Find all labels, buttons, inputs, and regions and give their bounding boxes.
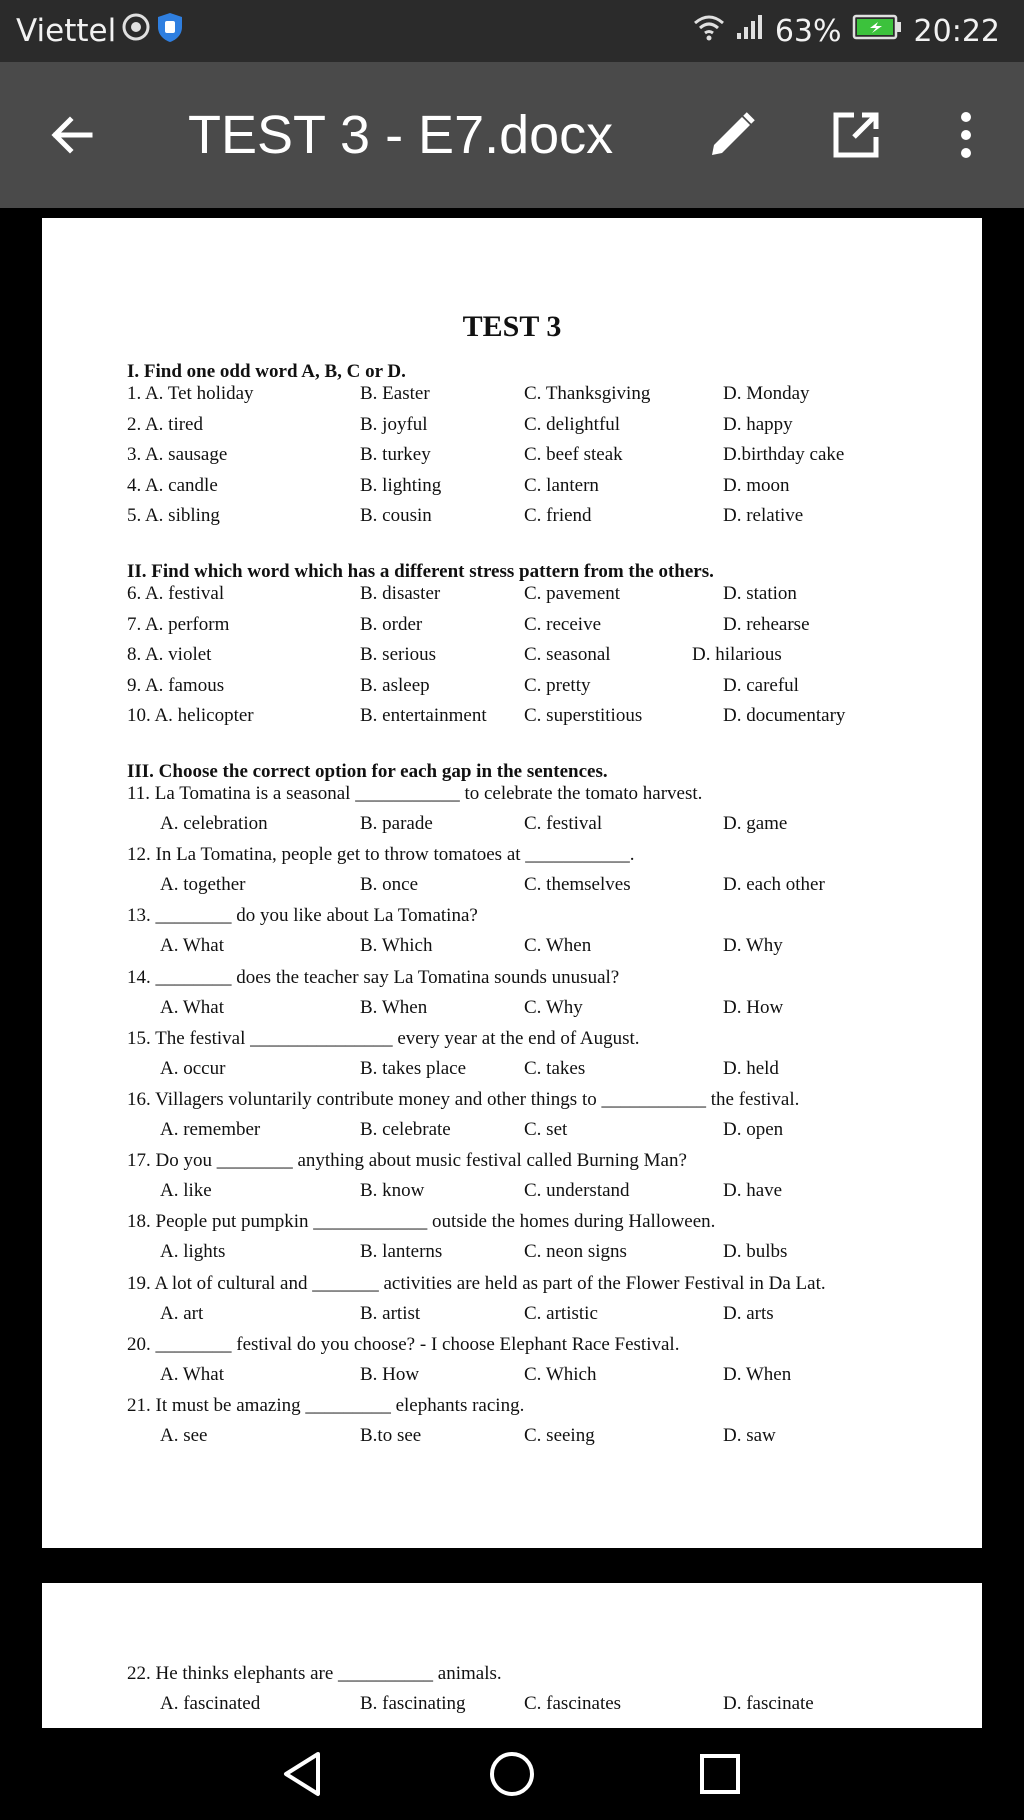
question-row	[42, 675, 982, 703]
arrow-left-icon[interactable]	[40, 103, 104, 167]
question-row	[42, 1211, 982, 1239]
answer-option: D. bulbs	[723, 1241, 788, 1263]
answer-option: D. documentary	[723, 705, 846, 727]
question-row	[42, 1334, 982, 1362]
answer-option: D. rehearse	[723, 613, 810, 635]
question-row	[42, 705, 982, 733]
answer-option: C. When	[524, 935, 592, 957]
options-row	[42, 813, 982, 841]
answer-option: D. How	[723, 996, 784, 1018]
answer-option: C. neon signs	[524, 1241, 627, 1263]
answer-option: C. friend	[524, 505, 592, 527]
answer-option: D. Monday	[723, 383, 810, 404]
question-row	[42, 844, 982, 872]
answer-option: C. Why	[524, 996, 583, 1018]
answer-option: 5. A. sibling	[127, 505, 220, 527]
answer-option: A. see	[160, 1425, 208, 1446]
answer-option: A. What	[160, 1363, 225, 1385]
pencil-icon[interactable]	[700, 103, 764, 167]
answer-option: A. together	[160, 874, 246, 896]
answer-option: D. relative	[723, 505, 804, 527]
answer-option: D. have	[723, 1180, 783, 1202]
answer-option: C. artistic	[524, 1302, 598, 1324]
answer-option: B. disaster	[360, 583, 441, 604]
answer-option: B.to see	[360, 1425, 422, 1446]
test-title: TEST 3	[462, 310, 562, 343]
answer-option: B. know	[360, 1180, 425, 1202]
document-title: TEST 3 - E7.docx	[188, 105, 614, 165]
answer-option: C. delightful	[524, 413, 621, 435]
answer-option: B. takes place	[360, 1057, 467, 1079]
section-heading: I. Find one odd word A, B, C or D.	[127, 361, 406, 382]
wifi-icon	[693, 13, 725, 49]
navigation-bar	[0, 1728, 1024, 1820]
options-row	[42, 1058, 982, 1086]
answer-option: A. lights	[160, 1241, 226, 1263]
options-row	[42, 1241, 982, 1269]
answer-option: 6. A. festival	[127, 583, 225, 604]
answer-option: B. entertainment	[360, 705, 487, 727]
options-row	[42, 874, 982, 902]
document-page-2	[42, 1583, 982, 1728]
question-row	[42, 905, 982, 933]
answer-option: A. What	[160, 996, 225, 1018]
answer-option: 9. A. famous	[127, 674, 225, 696]
answer-option: A. What	[160, 935, 225, 957]
answer-option: B. Easter	[360, 383, 430, 404]
question-text: 21. It must be amazing _________ elephants racing.	[127, 1395, 525, 1416]
app-bar	[0, 62, 1024, 208]
answer-option: C. seasonal	[524, 644, 611, 666]
answer-option: D. happy	[723, 413, 793, 435]
answer-option: B. How	[360, 1363, 420, 1385]
answer-option: B. lighting	[360, 474, 442, 496]
options-row	[42, 1303, 982, 1331]
answer-option: C. Which	[524, 1363, 597, 1385]
shield-icon	[156, 11, 184, 51]
question-row	[42, 475, 982, 503]
question-row	[42, 1028, 982, 1056]
answer-option: B. turkey	[360, 444, 431, 466]
answer-option: B. once	[360, 874, 419, 896]
question-row	[42, 644, 982, 672]
answer-option: 4. A. candle	[127, 474, 218, 496]
answer-option: D. held	[723, 1057, 779, 1079]
recents-square-icon[interactable]	[688, 1742, 752, 1806]
answer-option: D. careful	[723, 674, 799, 696]
answer-option: 1. A. Tet holiday	[127, 383, 254, 404]
question-text: 12. In La Tomatina, people get to throw tomatoes at ___________.	[127, 844, 635, 866]
answer-option: D.birthday cake	[723, 444, 845, 466]
answer-option: B. cousin	[360, 505, 432, 527]
answer-option: 7. A. perform	[127, 613, 230, 635]
question-text: 13. ________ do you like about La Tomatina?	[127, 905, 478, 927]
signal-icon	[735, 13, 765, 49]
question-text: 22. He thinks elephants are __________ animals.	[127, 1663, 502, 1684]
question-text: 17. Do you ________ anything about music festival called Burning Man?	[127, 1150, 687, 1172]
question-text: 15. The festival _______________ every year at the end of August.	[127, 1027, 640, 1049]
carrier-name: Viettel	[16, 13, 117, 49]
answer-option: C. festival	[524, 813, 603, 834]
status-bar	[0, 0, 1024, 62]
answer-option: C. understand	[524, 1180, 630, 1202]
question-text: 14. ________ does the teacher say La Tomatina sounds unusual?	[127, 966, 620, 988]
document-viewer[interactable]	[0, 208, 1024, 1728]
answer-option: B. order	[360, 613, 423, 635]
question-text: 11. La Tomatina is a seasonal ___________ to celebrate the tomato harvest.	[127, 783, 703, 804]
answer-option: C. seeing	[524, 1425, 595, 1446]
question-text: 16. Villagers voluntarily contribute money and other things to ___________ the festival.	[127, 1089, 800, 1110]
answer-option: A. art	[160, 1302, 204, 1324]
answer-option: D. fascinate	[723, 1693, 814, 1714]
answer-option: B. celebrate	[360, 1119, 451, 1140]
clock-time: 20:22	[913, 13, 1000, 49]
answer-option: D. game	[723, 813, 788, 834]
question-row	[42, 1150, 982, 1178]
answer-option: B. artist	[360, 1302, 421, 1324]
question-row	[42, 583, 982, 611]
answer-option: B. asleep	[360, 674, 430, 696]
sync-icon	[122, 13, 150, 49]
question-row	[42, 614, 982, 642]
answer-option: C. pavement	[524, 583, 621, 604]
answer-option: 3. A. sausage	[127, 444, 228, 466]
answer-option: 2. A. tired	[127, 413, 203, 435]
answer-option: D. each other	[723, 874, 825, 896]
answer-option: D. moon	[723, 474, 790, 496]
question-text: 18. People put pumpkin ____________ outside the homes during Halloween.	[127, 1211, 716, 1233]
answer-option: C. Thanksgiving	[524, 383, 651, 404]
answer-option: C. beef steak	[524, 444, 623, 466]
options-row	[42, 1693, 982, 1721]
question-text: 19. A lot of cultural and _______ activities are held as part of the Flower Festival in Da Lat.	[127, 1272, 826, 1294]
answer-option: B. serious	[360, 644, 436, 666]
open-in-new-icon[interactable]	[824, 103, 888, 167]
answer-option: C. receive	[524, 613, 602, 635]
options-row	[42, 997, 982, 1025]
answer-option: D. station	[723, 583, 797, 604]
answer-option: C. superstitious	[524, 705, 643, 727]
options-row	[42, 1119, 982, 1147]
answer-option: D. open	[723, 1119, 784, 1140]
question-row	[42, 505, 982, 533]
question-row	[42, 783, 982, 811]
battery-icon	[852, 13, 904, 49]
section-heading: III. Choose the correct option for each gap in the sentences.	[127, 761, 608, 782]
options-row	[42, 1180, 982, 1208]
more-vertical-icon[interactable]	[934, 103, 998, 167]
back-triangle-icon[interactable]	[270, 1742, 334, 1806]
answer-option: C. themselves	[524, 874, 631, 896]
answer-option: A. occur	[160, 1057, 226, 1079]
answer-option: A. fascinated	[160, 1693, 261, 1714]
answer-option: C. pretty	[524, 674, 591, 696]
question-row	[42, 414, 982, 442]
answer-option: A. celebration	[160, 813, 268, 834]
answer-option: C. lantern	[524, 474, 599, 496]
options-row	[42, 1425, 982, 1453]
answer-option: B. Which	[360, 935, 433, 957]
answer-option: B. lanterns	[360, 1241, 443, 1263]
answer-option: D. saw	[723, 1425, 776, 1446]
answer-option: D. arts	[723, 1302, 774, 1324]
answer-option: D. Why	[723, 935, 783, 957]
options-row	[42, 935, 982, 963]
answer-option: D. hilarious	[692, 644, 782, 666]
answer-option: B. fascinating	[360, 1693, 466, 1714]
answer-option: 10. A. helicopter	[127, 705, 254, 727]
document-page-1	[42, 218, 982, 1548]
answer-option: B. parade	[360, 813, 433, 834]
question-row	[42, 1395, 982, 1423]
answer-option: 8. A. violet	[127, 644, 212, 666]
answer-option: C. takes	[524, 1057, 586, 1079]
question-row	[42, 444, 982, 472]
answer-option: C. fascinates	[524, 1693, 622, 1714]
answer-option: B. joyful	[360, 413, 428, 435]
home-circle-icon[interactable]	[480, 1742, 544, 1806]
section-heading: II. Find which word which has a different stress pattern from the others.	[127, 561, 714, 582]
battery-percent: 63%	[774, 13, 842, 49]
answer-option: A. like	[160, 1180, 212, 1202]
answer-option: C. set	[524, 1119, 568, 1140]
question-row	[42, 383, 982, 411]
answer-option: B. When	[360, 996, 428, 1018]
question-row	[42, 1663, 982, 1691]
answer-option: A. remember	[160, 1119, 261, 1140]
question-row	[42, 967, 982, 995]
question-text: 20. ________ festival do you choose? - I choose Elephant Race Festival.	[127, 1333, 680, 1355]
question-row	[42, 1273, 982, 1301]
question-row	[42, 1089, 982, 1117]
answer-option: D. When	[723, 1363, 792, 1385]
options-row	[42, 1364, 982, 1392]
